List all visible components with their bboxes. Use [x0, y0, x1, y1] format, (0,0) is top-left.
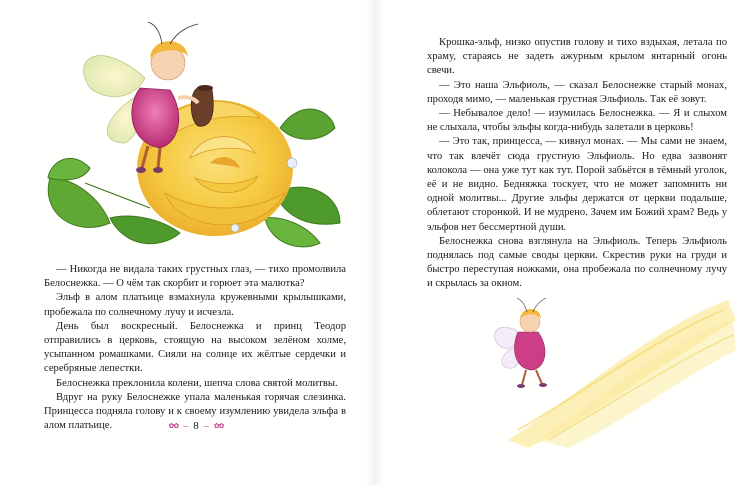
- sunbeam: [508, 300, 736, 448]
- running-elf: [494, 298, 547, 388]
- paragraph: Белоснежка преклонила колени, шепча слова святой молитвы.: [56, 377, 338, 389]
- paragraph: — Это наша Эльфиоль, — сказал Белоснежке старый монах, проходя мимо, — маленькая грустная Эльфиоль. Так её зовут.: [427, 79, 727, 105]
- page-number: [162, 419, 230, 433]
- flower-ornament-icon: ✿✿: [168, 422, 179, 430]
- paragraph: — Небывалое дело! — изумилась Белоснежка. — Я и слыхом не слыхала, чтобы эльфы когда-нибудь залетали в церковь!: [427, 108, 727, 134]
- paragraph: — Это так, принцесса, — кивнул монах. — Мы сами не знаем, что так влечёт сюда грустную Эльфиоль. Но едва зазвонят колокола — она уже тут как тут. Порой забьётся в тёмный уголок, её и не видно. Бедняжка тоскует, что не может запомнить ни одной молитвы... Другие эльфы держатся от церкви подальше, облетают сторонкой. И не мудрено. Зачем им Божий храм? Ведь у эльфов нет бессмертной души.: [427, 136, 727, 233]
- paragraph: Белоснежка снова взглянула на Эльфиоль. Теперь Эльфиоль поднялась под самые своды церкви. Скрестив руки на груди и быстро переступая ножками, она пробежала по солнечному лучу и скрылась за окном.: [427, 235, 727, 290]
- paragraph: — Никогда не видала таких грустных глаз, — тихо промолвила Белоснежка. — О чём так скорбит и горюет эта малютка?: [44, 264, 346, 290]
- illustration-fairy-on-rose: [30, 18, 350, 258]
- dash-ornament-icon: –: [203, 420, 209, 432]
- page-number-value: 8: [193, 420, 199, 432]
- right-page-text: [427, 36, 727, 292]
- paragraph: День был воскресный. Белоснежка и принц Теодор отправились в церковь, стоящую на высоком зелёном холме, усыпанном ромашками. Сияли на солнце их жёлтые сердечки и серебряные лепестки.: [44, 320, 346, 375]
- illustration-elf-on-sunbeam: [478, 290, 740, 450]
- book-gutter: [366, 0, 384, 485]
- paragraph: Крошка-эльф, низко опустив голову и тихо вздыхая, летала по храму, стараясь не задеть ажурным крылом янтарный огонь свечи.: [427, 37, 727, 77]
- flower-ornament-icon: ✿✿: [213, 422, 224, 430]
- paragraph: Эльф в алом платьице взмахнула кружевными крылышками, пробежала по солнечному лучу и исчезла.: [44, 292, 346, 318]
- paragraph: Вдруг на руку Белоснежке упала маленькая горячая слезинка. Принцесса подняла голову и к своему изумлению увидела эльфа в алом платьице.: [44, 391, 346, 432]
- dash-ornament-icon: –: [183, 420, 189, 432]
- left-page-text: [44, 263, 346, 433]
